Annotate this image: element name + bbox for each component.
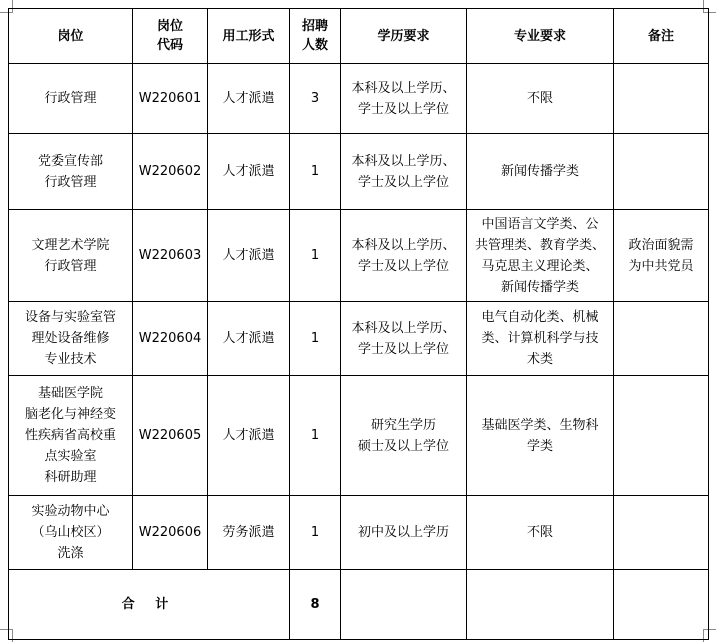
header-education: 学历要求 [341,9,467,64]
cell-note [614,376,709,496]
header-code: 岗位 代码 [133,9,208,64]
cell-code: W220603 [133,210,208,302]
recruitment-table [8,8,709,640]
cell-code: W220605 [133,376,208,496]
cell-empty [341,570,467,640]
cell-position: 实验动物中心 （乌山校区） 洗涤 [9,496,133,570]
header-major: 专业要求 [467,9,614,64]
cell-major: 中国语言文学类、公 共管理类、教育学类、 马克思主义理论类、 新闻传播学类 [467,210,614,302]
cell-headcount: 1 [290,210,341,302]
cell-employment-type: 人才派遣 [208,134,290,210]
table-row [9,302,709,376]
cell-education: 研究生学历 硕士及以上学位 [341,376,467,496]
cell-note: 政治面貌需 为中共党员 [614,210,709,302]
cell-note [614,134,709,210]
cell-employment-type: 人才派遣 [208,64,290,134]
cell-employment-type: 人才派遣 [208,210,290,302]
table-total-row [9,570,709,640]
cell-education: 初中及以上学历 [341,496,467,570]
cell-code: W220602 [133,134,208,210]
header-note: 备注 [614,9,709,64]
cell-education: 本科及以上学历、 学士及以上学位 [341,64,467,134]
cell-code: W220604 [133,302,208,376]
cell-headcount: 1 [290,376,341,496]
cell-major: 不限 [467,496,614,570]
table-row [9,376,709,496]
table-row [9,134,709,210]
cell-education: 本科及以上学历、 学士及以上学位 [341,302,467,376]
cell-headcount: 1 [290,134,341,210]
cell-empty [467,570,614,640]
cell-note [614,496,709,570]
cell-major: 电气自动化类、机械 类、计算机科学与技 术类 [467,302,614,376]
total-label: 合 计 [9,570,290,640]
cell-empty [614,570,709,640]
cell-headcount: 1 [290,302,341,376]
cell-note [614,64,709,134]
cell-code: W220606 [133,496,208,570]
table-header-row [9,9,709,64]
cell-position: 行政管理 [9,64,133,134]
total-headcount: 8 [290,570,341,640]
cell-education: 本科及以上学历、 学士及以上学位 [341,134,467,210]
header-headcount: 招聘 人数 [290,9,341,64]
cell-position: 党委宣传部 行政管理 [9,134,133,210]
cell-position: 设备与实验室管 理处设备维修 专业技术 [9,302,133,376]
cell-employment-type: 人才派遣 [208,302,290,376]
cell-headcount: 1 [290,496,341,570]
cell-code: W220601 [133,64,208,134]
cell-major: 不限 [467,64,614,134]
table-row [9,496,709,570]
cell-position: 基础医学院 脑老化与神经变 性疾病省高校重 点实验室 科研助理 [9,376,133,496]
cell-major: 新闻传播学类 [467,134,614,210]
header-employment-type: 用工形式 [208,9,290,64]
cell-note [614,302,709,376]
cell-education: 本科及以上学历、 学士及以上学位 [341,210,467,302]
cell-major: 基础医学类、生物科 学类 [467,376,614,496]
table-row [9,64,709,134]
cell-employment-type: 劳务派遣 [208,496,290,570]
table-row [9,210,709,302]
cell-position: 文理艺术学院 行政管理 [9,210,133,302]
header-position: 岗位 [9,9,133,64]
cell-headcount: 3 [290,64,341,134]
cell-employment-type: 人才派遣 [208,376,290,496]
